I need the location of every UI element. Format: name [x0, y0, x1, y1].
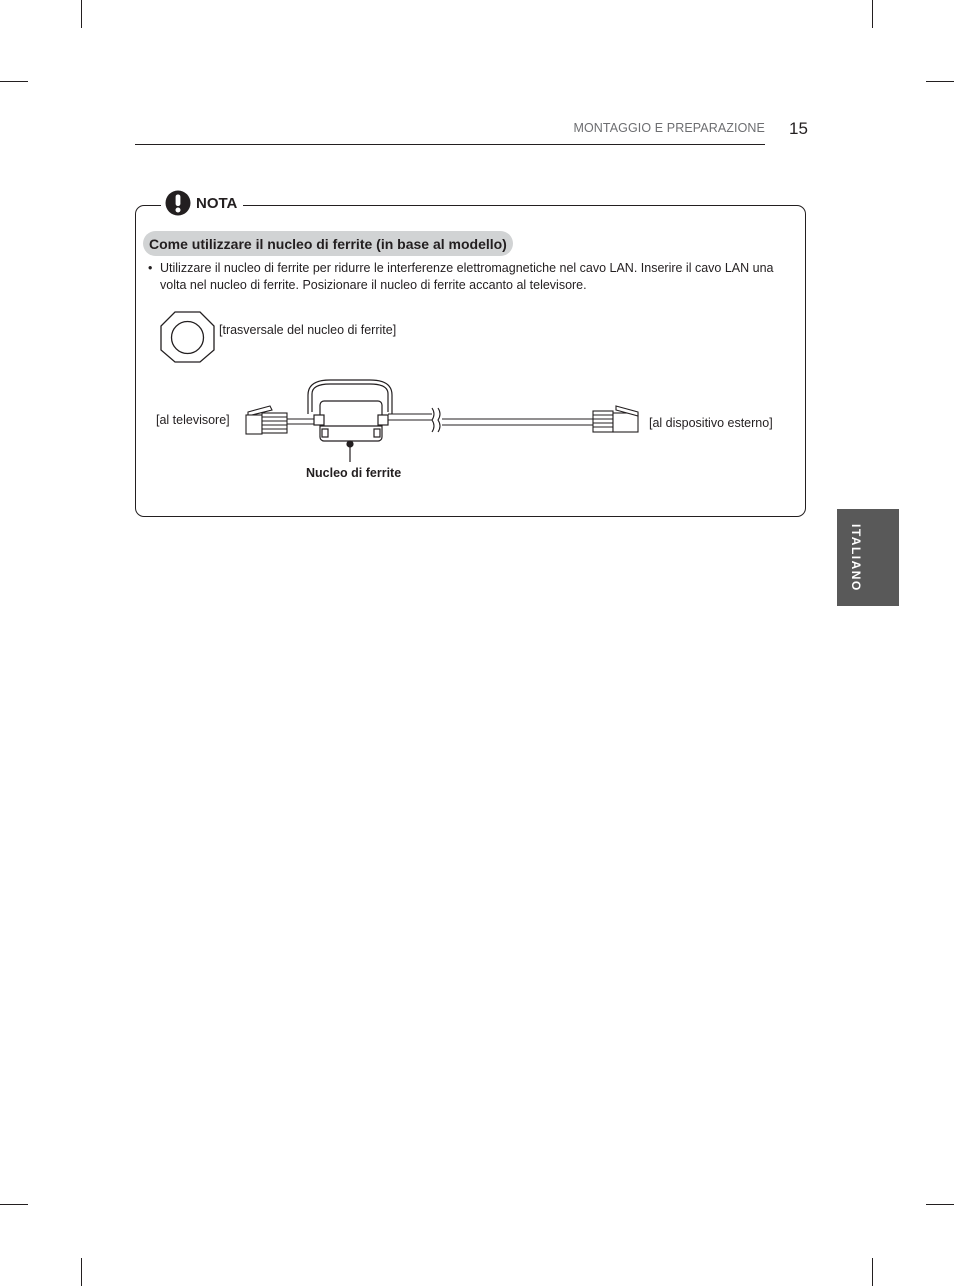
list-item: • Utilizzare il nucleo di ferrite per ridurre le interferenze elettromagnetiche nel cavo LAN. Inserire il cavo LAN una volta nel nucleo di ferrite. Posizionare il nucleo di ferrite accanto al televisore. — [148, 260, 798, 294]
section-title: MONTAGGIO E PREPARAZIONE — [573, 121, 765, 135]
crop-mark — [872, 0, 873, 28]
lan-connector-external — [593, 406, 638, 432]
page-number: 15 — [789, 119, 808, 138]
crop-mark — [926, 81, 954, 82]
crop-mark — [81, 0, 82, 28]
exclamation-icon — [165, 190, 191, 216]
note-title: NOTA — [196, 194, 238, 212]
lan-connector-tv — [246, 406, 287, 434]
language-tab-label: ITALIANO — [849, 524, 863, 592]
header-rule — [135, 144, 765, 145]
language-tab — [837, 509, 899, 606]
cross-section-label: [trasversale del nucleo di ferrite] — [219, 323, 397, 337]
ferrite-core-illustration — [308, 380, 392, 462]
bullet-list — [148, 260, 798, 294]
crop-mark — [0, 81, 28, 82]
tv-label: [al televisore] — [156, 413, 230, 427]
external-device-label: [al dispositivo esterno] — [649, 416, 773, 430]
ferrite-core-label: Nucleo di ferrite — [306, 466, 402, 480]
crop-mark — [0, 1204, 28, 1205]
note-subtitle: Come utilizzare il nucleo di ferrite (in base al modello) — [143, 231, 513, 256]
crop-mark — [81, 1258, 82, 1286]
crop-mark — [872, 1258, 873, 1286]
crop-mark — [926, 1204, 954, 1205]
note-header — [161, 189, 243, 217]
cross-section-illustration — [161, 312, 214, 362]
